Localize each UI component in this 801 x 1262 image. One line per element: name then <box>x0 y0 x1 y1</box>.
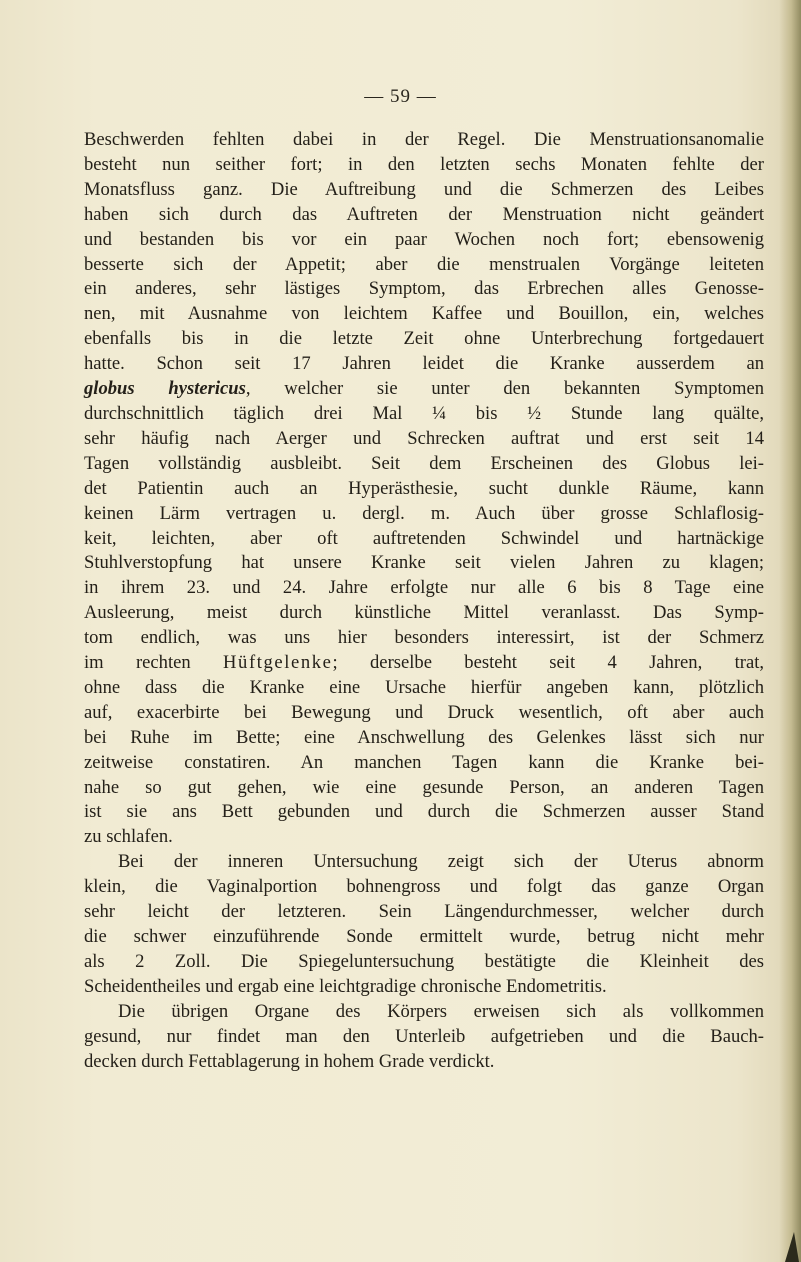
text-line: ein anderes, sehr lästiges Symptom, das Erbrechen alles Genosse- <box>84 278 764 300</box>
spaced-word: Hüftgelenke <box>223 652 333 674</box>
text-line: zeitweise constatiren. An manchen Tagen kann die Kranke bei- <box>84 751 764 773</box>
after-italic-text: , welcher sie unter den bekannten Symptomen <box>245 378 764 400</box>
text-line: decken durch Fettablagerung in hohem Grade verdickt. <box>84 1050 495 1072</box>
paragraph-1 <box>84 128 764 850</box>
text-line: auf, exacerbirte bei Bewegung und Druck wesentlich, oft aber auch <box>84 701 764 723</box>
text-line: als 2 Zoll. Die Spiegeluntersuchung bestätigte die Kleinheit des <box>84 950 764 972</box>
text-line: nahe so gut gehen, wie eine gesunde Person, an anderen Tagen <box>84 776 764 798</box>
text-line: Die übrigen Organe des Körpers erweisen sich als vollkommen <box>118 1000 764 1022</box>
text-line: bei Ruhe im Bette; eine Anschwellung des Gelenkes lässt sich nur <box>84 726 764 748</box>
text-line: Ausleerung, meist durch künstliche Mittel veranlasst. Das Symp- <box>84 602 764 624</box>
text-line: durchschnittlich täglich drei Mal ¼ bis ½ Stunde lang quälte, <box>84 402 764 424</box>
text-line: gesund, nur findet man den Unterleib aufgetrieben und die Bauch- <box>84 1025 764 1047</box>
text-line: ohne dass die Kranke eine Ursache hierfür angeben kann, plötzlich <box>84 676 764 698</box>
text-line: keinen Lärm vertragen u. dergl. m. Auch über grosse Schlaflosig- <box>84 502 764 524</box>
corner-mark <box>785 1232 799 1262</box>
text-line: klein, die Vaginalportion bohnengross und folgt das ganze Organ <box>84 876 764 898</box>
text-line: haben sich durch das Auftreten der Menstruation nicht geändert <box>84 203 764 225</box>
body-text <box>84 86 764 1074</box>
text-line: ebenfalls bis in die letzte Zeit ohne Unterbrechung fortgedauert <box>84 328 764 350</box>
text-line: det Patientin auch an Hyperästhesie, sucht dunkle Räume, kann <box>84 477 764 499</box>
text-line: besserte sich der Appetit; aber die menstrualen Vorgänge leiteten <box>84 253 764 275</box>
spaced-prefix: im rechten <box>84 652 224 674</box>
text-line: und bestanden bis vor ein paar Wochen noch fort; ebensowenig <box>84 228 764 250</box>
text-line: sehr leicht der letzteren. Sein Längendurchmesser, welcher durch <box>84 901 764 923</box>
text-line: die schwer einzuführende Sonde ermittelt wurde, betrug nicht mehr <box>84 926 764 947</box>
text-line: Tagen vollständig ausbleibt. Seit dem Erscheinen des Globus lei- <box>84 452 764 474</box>
text-line: Scheidentheiles und ergab eine leichtgradige chronische Endometritis. <box>84 975 607 997</box>
text-line: ist sie ans Bett gebunden und durch die Schmerzen ausser Stand <box>84 801 764 823</box>
text-line: sehr häufig nach Aerger und Schrecken auftrat und erst seit 14 <box>84 427 764 449</box>
page-number: — 59 — <box>364 86 437 107</box>
text-line: keit, leichten, aber oft auftretenden Schwindel und hartnäckige <box>84 527 764 549</box>
text-line: nen, mit Ausnahme von leichtem Kaffee und Bouillon, ein, welches <box>84 303 764 325</box>
text-line-italic-phrase <box>84 377 764 402</box>
text-line: Beschwerden fehlten dabei in der Regel. Die Menstruationsanomalie <box>84 129 764 150</box>
text-line: zu schlafen. <box>84 826 173 848</box>
text-line: besteht nun seither fort; in den letzten sechs Monaten fehlte der <box>84 153 764 175</box>
paragraph-2 <box>84 850 764 999</box>
italic-phrase: globus hystericus <box>84 378 246 400</box>
text-line: in ihrem 23. und 24. Jahre erfolgte nur alle 6 bis 8 Tage eine <box>84 577 764 599</box>
text-line-spaced-word <box>84 651 764 676</box>
text-line: hatte. Schon seit 17 Jahren leidet die Kranke ausserdem an <box>84 353 764 375</box>
spaced-suffix: ; derselbe besteht seit 4 Jahren, trat, <box>332 652 765 674</box>
paragraph-3 <box>84 1000 764 1075</box>
text-line: tom endlich, was uns hier besonders interessirt, ist der Schmerz <box>84 627 764 649</box>
text-line: Stuhlverstopfung hat unsere Kranke seit vielen Jahren zu klagen; <box>84 552 764 574</box>
text-line: Bei der inneren Untersuchung zeigt sich der Uterus abnorm <box>118 851 764 873</box>
text-line: Monatsfluss ganz. Die Auftreibung und die Schmerzen des Leibes <box>84 178 764 200</box>
page-edge-shadow <box>779 0 801 1262</box>
